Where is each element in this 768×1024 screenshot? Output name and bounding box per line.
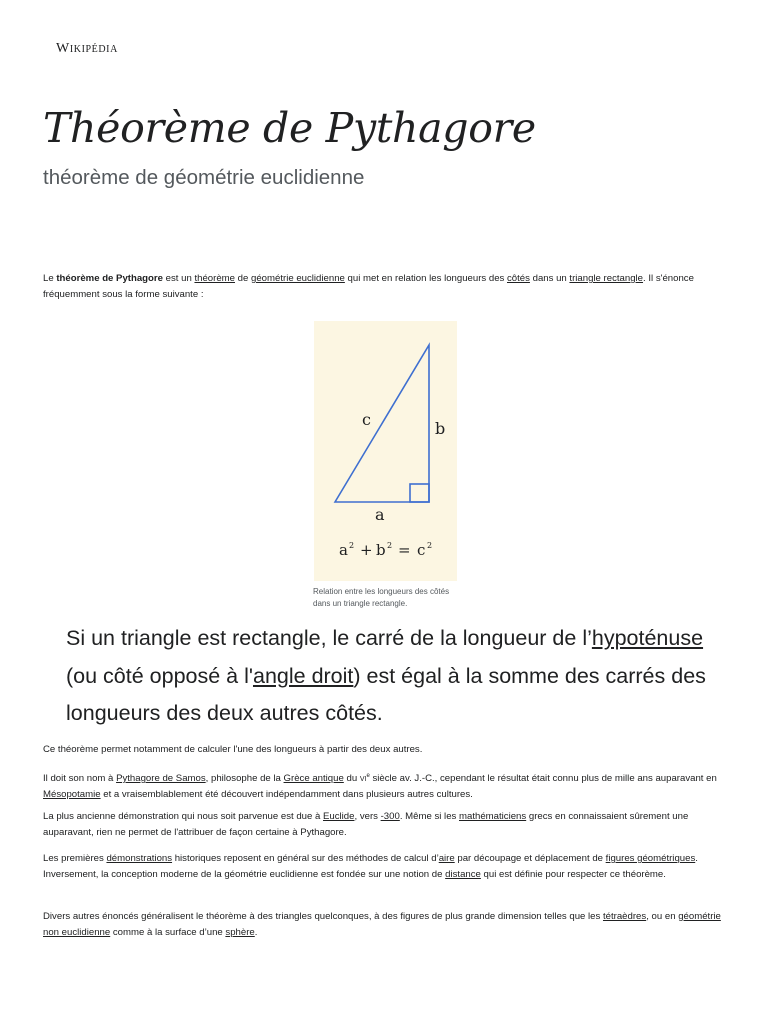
page-title: Théorème de Pythagore: [43, 104, 536, 152]
formula-plus: +: [360, 541, 373, 559]
paragraph-euclide: La plus ancienne démonstration qui nous soit parvenue est due à Euclide, vers -300. Même si les mathématiciens grecs en connaissaient sûrement une auparavant, rien ne permet de l'attribuer de façon certaine à Pythagore.: [43, 811, 689, 838]
link-minus-300[interactable]: -300: [380, 811, 400, 822]
link-demonstrations[interactable]: démonstrations: [106, 853, 173, 864]
link-distance[interactable]: distance: [445, 869, 481, 880]
label-c: c: [362, 410, 371, 429]
paragraph-generalisations: Divers autres énoncés généralisent le théorème à des triangles quelconques, à des figures de plus grande dimension telles que les tétraèdres, ou en géométrie non euclidienne comme à la surface d’une sphère.: [43, 911, 721, 938]
intro-paragraph: Le théorème de Pythagore est un théorème de géométrie euclidienne qui met en relation les longueurs des côtés dans un triangle rectangle. Il s'énonce fréquemment sous la forme suivante :: [43, 273, 694, 300]
formula: [339, 541, 432, 559]
formula-b: b: [376, 541, 386, 559]
right-angle-marker: [410, 484, 429, 502]
paragraph-origin: Il doit son nom à Pythagore de Samos, philosophe de la Grèce antique du $vi^e$ siècle av. J.-C., cependant le résultat était connu plus de mille ans auparavant en Mésopotamie et a vraisemblablement été découvert indépendamment dans plusieurs autres cultures.: [43, 773, 717, 801]
link-geometrie-non-euclidienne[interactable]: géométrie non euclidienne: [43, 911, 721, 938]
link-mesopotamie[interactable]: Mésopotamie: [43, 789, 101, 801]
link-pythagore-de-samos[interactable]: Pythagore de Samos: [116, 773, 206, 785]
link-angle-droit[interactable]: angle droit: [252, 663, 354, 688]
paragraph-demonstrations: Les premières démonstrations historiques reposent en général sur des méthodes de calcul d’aire par découpage et déplacement de figures géométriques. Inversement, la conception moderne de la géométrie euclidienne est fondée sur une notion de distance qui est définie pour respecter ce théorème.: [43, 853, 698, 880]
century-numeral: vi: [359, 773, 367, 785]
wikipedia-wordmark[interactable]: Wikipédia: [56, 41, 118, 56]
link-triangle-rectangle[interactable]: triangle rectangle: [569, 273, 644, 284]
link-figures-geometriques[interactable]: figures géométriques: [605, 853, 696, 864]
link-geometrie-euclidienne[interactable]: géométrie euclidienne: [251, 273, 345, 284]
figure-caption: Relation entre les longueurs des côtés dans un triangle rectangle.: [313, 587, 450, 608]
formula-eq: =: [398, 541, 411, 559]
pythagoras-figure[interactable]: [314, 321, 457, 581]
century-exp: e: [366, 773, 370, 779]
link-aire[interactable]: aire: [438, 853, 455, 864]
label-a: a: [375, 505, 385, 524]
link-tetraedres[interactable]: tétraèdres: [602, 911, 647, 922]
link-grece-antique[interactable]: Grèce antique: [283, 773, 344, 785]
page-subtitle: théorème de géométrie euclidienne: [43, 166, 365, 189]
label-b: b: [435, 419, 446, 438]
formula-a: a: [339, 541, 348, 559]
bold-term: théorème de Pythagore: [56, 273, 163, 284]
link-hypotenuse[interactable]: hypoténuse: [591, 626, 704, 650]
formula-c: c: [417, 541, 426, 559]
link-mathematiciens[interactable]: mathématiciens: [459, 811, 527, 822]
formula-a-exp: 2: [349, 541, 355, 550]
formula-c-exp: 2: [427, 541, 433, 550]
link-theoreme[interactable]: théorème: [194, 273, 235, 284]
right-triangle: [335, 345, 429, 502]
link-cotes[interactable]: côtés: [507, 273, 530, 284]
link-euclide[interactable]: Euclide: [323, 811, 355, 822]
formula-b-exp: 2: [387, 541, 393, 550]
link-sphere[interactable]: sphère: [225, 927, 255, 938]
theorem-statement: Si un triangle est rectangle, le carré de la longueur de l’hypoténuse (ou côté opposé à l'angle droit) est égal à la somme des carrés des longueurs des deux autres côtés.: [66, 626, 706, 725]
paragraph-usage: Ce théorème permet notamment de calculer l'une des longueurs à partir des deux autres.: [43, 744, 423, 755]
triangle-diagram: [314, 321, 457, 581]
